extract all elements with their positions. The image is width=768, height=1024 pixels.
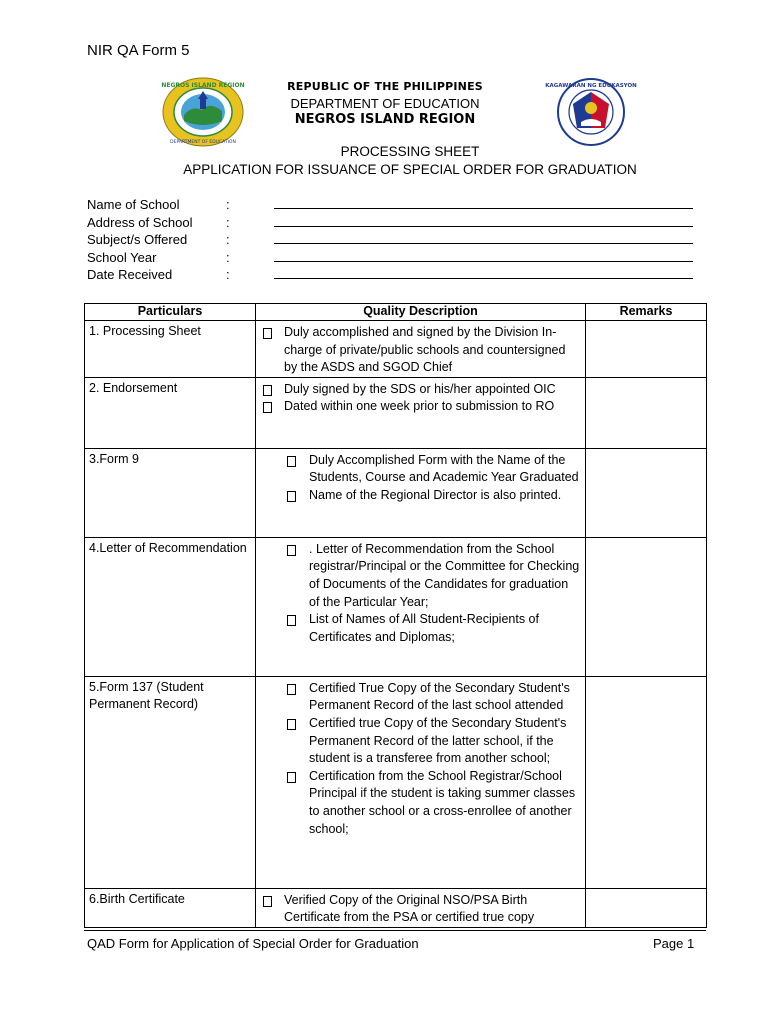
header-republic: REPUBLIC OF THE PHILIPPINES [287, 80, 483, 93]
item-text: Duly signed by the SDS or his/her appointed OIC [284, 381, 556, 396]
table-header-row [85, 304, 707, 321]
item-text: List of Names of All Student-Recipients of Certificates and Diplomas; [309, 612, 539, 644]
table-row [85, 321, 707, 378]
checklist-item [260, 715, 581, 768]
remarks-cell[interactable] [586, 537, 707, 676]
sheet-title: PROCESSING SHEET [340, 144, 480, 159]
table-row [85, 377, 707, 448]
particular-cell: 6.Birth Certificate [85, 888, 256, 927]
quality-cell [256, 448, 586, 537]
field-label: Name of School [87, 197, 180, 212]
field-blank-line[interactable] [274, 226, 693, 227]
item-text: . Letter of Recommendation from the School registrar/Principal or the Committee for Checking of Documents of the Candidates for graduation of the Particular Year; [309, 541, 580, 609]
checklist-item [260, 381, 581, 399]
quality-cell [256, 537, 586, 676]
checkbox-icon[interactable] [287, 491, 296, 502]
field-blank-line[interactable] [274, 243, 693, 244]
application-title: APPLICATION FOR ISSUANCE OF SPECIAL ORDER FOR GRADUATION [183, 162, 637, 177]
checkbox-icon[interactable] [287, 684, 296, 695]
field-label: School Year [87, 249, 157, 265]
particular-cell: 5.Form 137 (Student Permanent Record) [85, 676, 256, 888]
remarks-cell[interactable] [586, 448, 707, 537]
field-label: Subject/s Offered [87, 232, 188, 248]
field-blank-line[interactable] [274, 278, 693, 279]
remarks-cell[interactable] [586, 888, 707, 927]
item-text: Certified true Copy of the Secondary Student's Permanent Record of the latter school, if the student is a transferee from another school; [309, 715, 567, 766]
item-text: Certification from the School Registrar/School Principal if the student is taking summer classes to another school or a cross-enrollee of another school; [309, 768, 576, 836]
quality-cell [256, 888, 586, 927]
field-date-received [87, 267, 697, 285]
checkbox-icon[interactable] [263, 385, 272, 396]
field-blank-line[interactable] [274, 208, 693, 209]
particular-cell: 3.Form 9 [85, 448, 256, 537]
header-quality-description: Quality Description [256, 304, 586, 321]
checklist-item [260, 680, 581, 715]
field-subjects-offered [87, 232, 697, 250]
field-colon: : [226, 249, 230, 265]
checklist-item [260, 541, 581, 611]
item-text: Dated within one week prior to submission to RO [284, 399, 555, 414]
checkbox-icon[interactable] [287, 615, 296, 626]
item-text: Duly accomplished and signed by the Division In-charge of private/public schools and countersigned by the ASDS and SGOD Chief [284, 325, 566, 375]
remarks-cell[interactable] [586, 676, 707, 888]
checkbox-icon[interactable] [263, 328, 272, 339]
table-row [85, 676, 707, 888]
field-colon: : [226, 267, 230, 283]
footer-page-number: Page 1 [653, 936, 695, 951]
form-code: NIR QA Form 5 [87, 42, 190, 59]
deped-seal-icon [545, 78, 637, 146]
checklist-item [260, 892, 581, 927]
svg-text:DEPARTMENT OF EDUCATION: DEPARTMENT OF EDUCATION [170, 140, 236, 145]
checklist-item [260, 324, 581, 377]
checklist-item [260, 398, 581, 416]
checkbox-icon[interactable] [263, 896, 272, 907]
checkbox-icon[interactable] [287, 456, 296, 467]
quality-cell [256, 321, 586, 378]
checkbox-icon[interactable] [263, 402, 272, 413]
header-region: NEGROS ISLAND REGION [294, 112, 476, 127]
header-department: DEPARTMENT OF EDUCATION [290, 96, 480, 111]
item-text: Name of the Regional Director is also printed. [309, 487, 562, 502]
checklist-item [260, 768, 581, 838]
remarks-cell[interactable] [586, 321, 707, 378]
particular-cell: 4.Letter of Recommendation [85, 537, 256, 676]
svg-text:KAGAWARAN NG EDUKASYON: KAGAWARAN NG EDUKASYON [545, 83, 637, 89]
checklist-table [84, 303, 707, 928]
table-row [85, 888, 707, 927]
particular-cell: 1. Processing Sheet [85, 321, 256, 378]
field-colon: : [226, 232, 230, 248]
table-row [85, 537, 707, 676]
field-label: Address of School [87, 214, 193, 230]
field-blank-line[interactable] [274, 261, 693, 262]
item-text: Certified True Copy of the Secondary Student's Permanent Record of the last school attended [309, 680, 570, 713]
remarks-cell[interactable] [586, 377, 707, 448]
item-text: Duly Accomplished Form with the Name of the Students, Course and Academic Year Graduated [309, 452, 579, 485]
checkbox-icon[interactable] [287, 772, 296, 783]
field-school-year [87, 250, 697, 268]
quality-cell [256, 676, 586, 888]
info-fields [87, 197, 697, 285]
field-name-of-school [87, 197, 697, 215]
table-row [85, 448, 707, 537]
item-text: Verified Copy of the Original NSO/PSA Birth Certificate from the PSA or certified true copy [284, 892, 535, 925]
field-colon: : [226, 214, 230, 230]
svg-text:NEGROS ISLAND REGION: NEGROS ISLAND REGION [161, 82, 245, 89]
particular-cell: 2. Endorsement [85, 377, 256, 448]
header-particulars: Particulars [85, 304, 256, 321]
field-address-of-school [87, 215, 697, 233]
field-label: Date Received [87, 267, 173, 283]
footer-form-name: QAD Form for Application of Special Order for Graduation [87, 936, 419, 951]
header-remarks: Remarks [586, 304, 707, 321]
checklist-item [260, 452, 581, 487]
checkbox-icon[interactable] [287, 545, 296, 556]
checklist-item [260, 487, 581, 505]
footer-divider [84, 930, 706, 931]
field-colon: : [226, 197, 230, 212]
checkbox-icon[interactable] [287, 719, 296, 730]
quality-cell [256, 377, 586, 448]
checklist-item [260, 611, 581, 646]
